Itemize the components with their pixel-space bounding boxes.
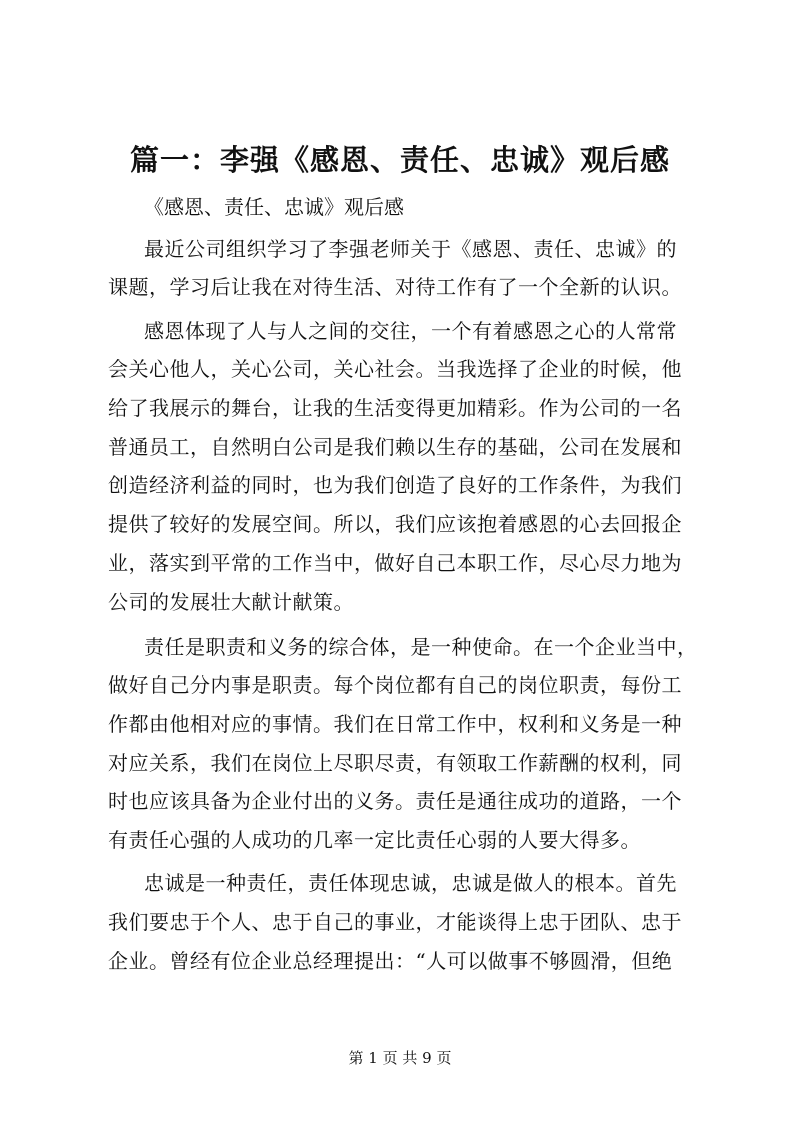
body-line: 做好自己分内事是职责。每个岗位都有自己的岗位职责，每份工 bbox=[108, 673, 682, 697]
body-line: 作都由他相对应的事情。我们在日常工作中，权利和义务是一种 bbox=[108, 712, 682, 736]
page-number: 第 1 页 共 9 页 bbox=[348, 1049, 452, 1067]
body-line: 创造经济利益的同时，也为我们创造了良好的工作条件，为我们 bbox=[108, 473, 682, 497]
body-line: 责任是职责和义务的综合体，是一种使命。在一个企业当中， bbox=[144, 635, 698, 659]
document-title: 篇一：李强《感恩、责任、忠诚》观后感 bbox=[129, 143, 670, 177]
body-line: 对应关系，我们在岗位上尽职尽责，有领取工作薪酬的权利，同 bbox=[108, 751, 682, 775]
body-line: 时也应该具备为企业付出的义务。责任是通往成功的道路，一个 bbox=[108, 789, 682, 813]
body-line: 感恩体现了人与人之间的交往，一个有着感恩之心的人常常 bbox=[144, 319, 677, 343]
body-line: 业，落实到平常的工作当中，做好自己本职工作，尽心尽力地为 bbox=[108, 551, 682, 575]
body-line: 给了我展示的舞台，让我的生活变得更加精彩。作为公司的一名 bbox=[108, 396, 682, 420]
body-line: 课题，学习后让我在对待生活、对待工作有了一个全新的认识。 bbox=[108, 275, 682, 299]
document-subtitle: 《感恩、责任、忠诚》观后感 bbox=[144, 195, 404, 219]
body-line: 普通员工，自然明白公司是我们赖以生存的基础，公司在发展和 bbox=[108, 435, 682, 459]
body-line: 最近公司组织学习了李强老师关于《感恩、责任、忠诚》的 bbox=[144, 237, 677, 261]
body-line: 公司的发展壮大献计献策。 bbox=[108, 590, 354, 614]
body-line: 忠诚是一种责任，责任体现忠诚，忠诚是做人的根本。首先 bbox=[144, 871, 677, 895]
body-line: 我们要忠于个人、忠于自己的事业，才能谈得上忠于团队、忠于 bbox=[108, 910, 682, 934]
body-line: 提供了较好的发展空间。所以，我们应该抱着感恩的心去回报企 bbox=[108, 512, 682, 536]
body-line: 会关心他人，关心公司，关心社会。当我选择了企业的时候，他 bbox=[108, 357, 682, 381]
body-line: 有责任心强的人成功的几率一定比责任心弱的人要大得多。 bbox=[108, 828, 641, 852]
body-line: 企业。曾经有位企业总经理提出：“人可以做事不够圆滑，但绝 bbox=[108, 949, 673, 973]
